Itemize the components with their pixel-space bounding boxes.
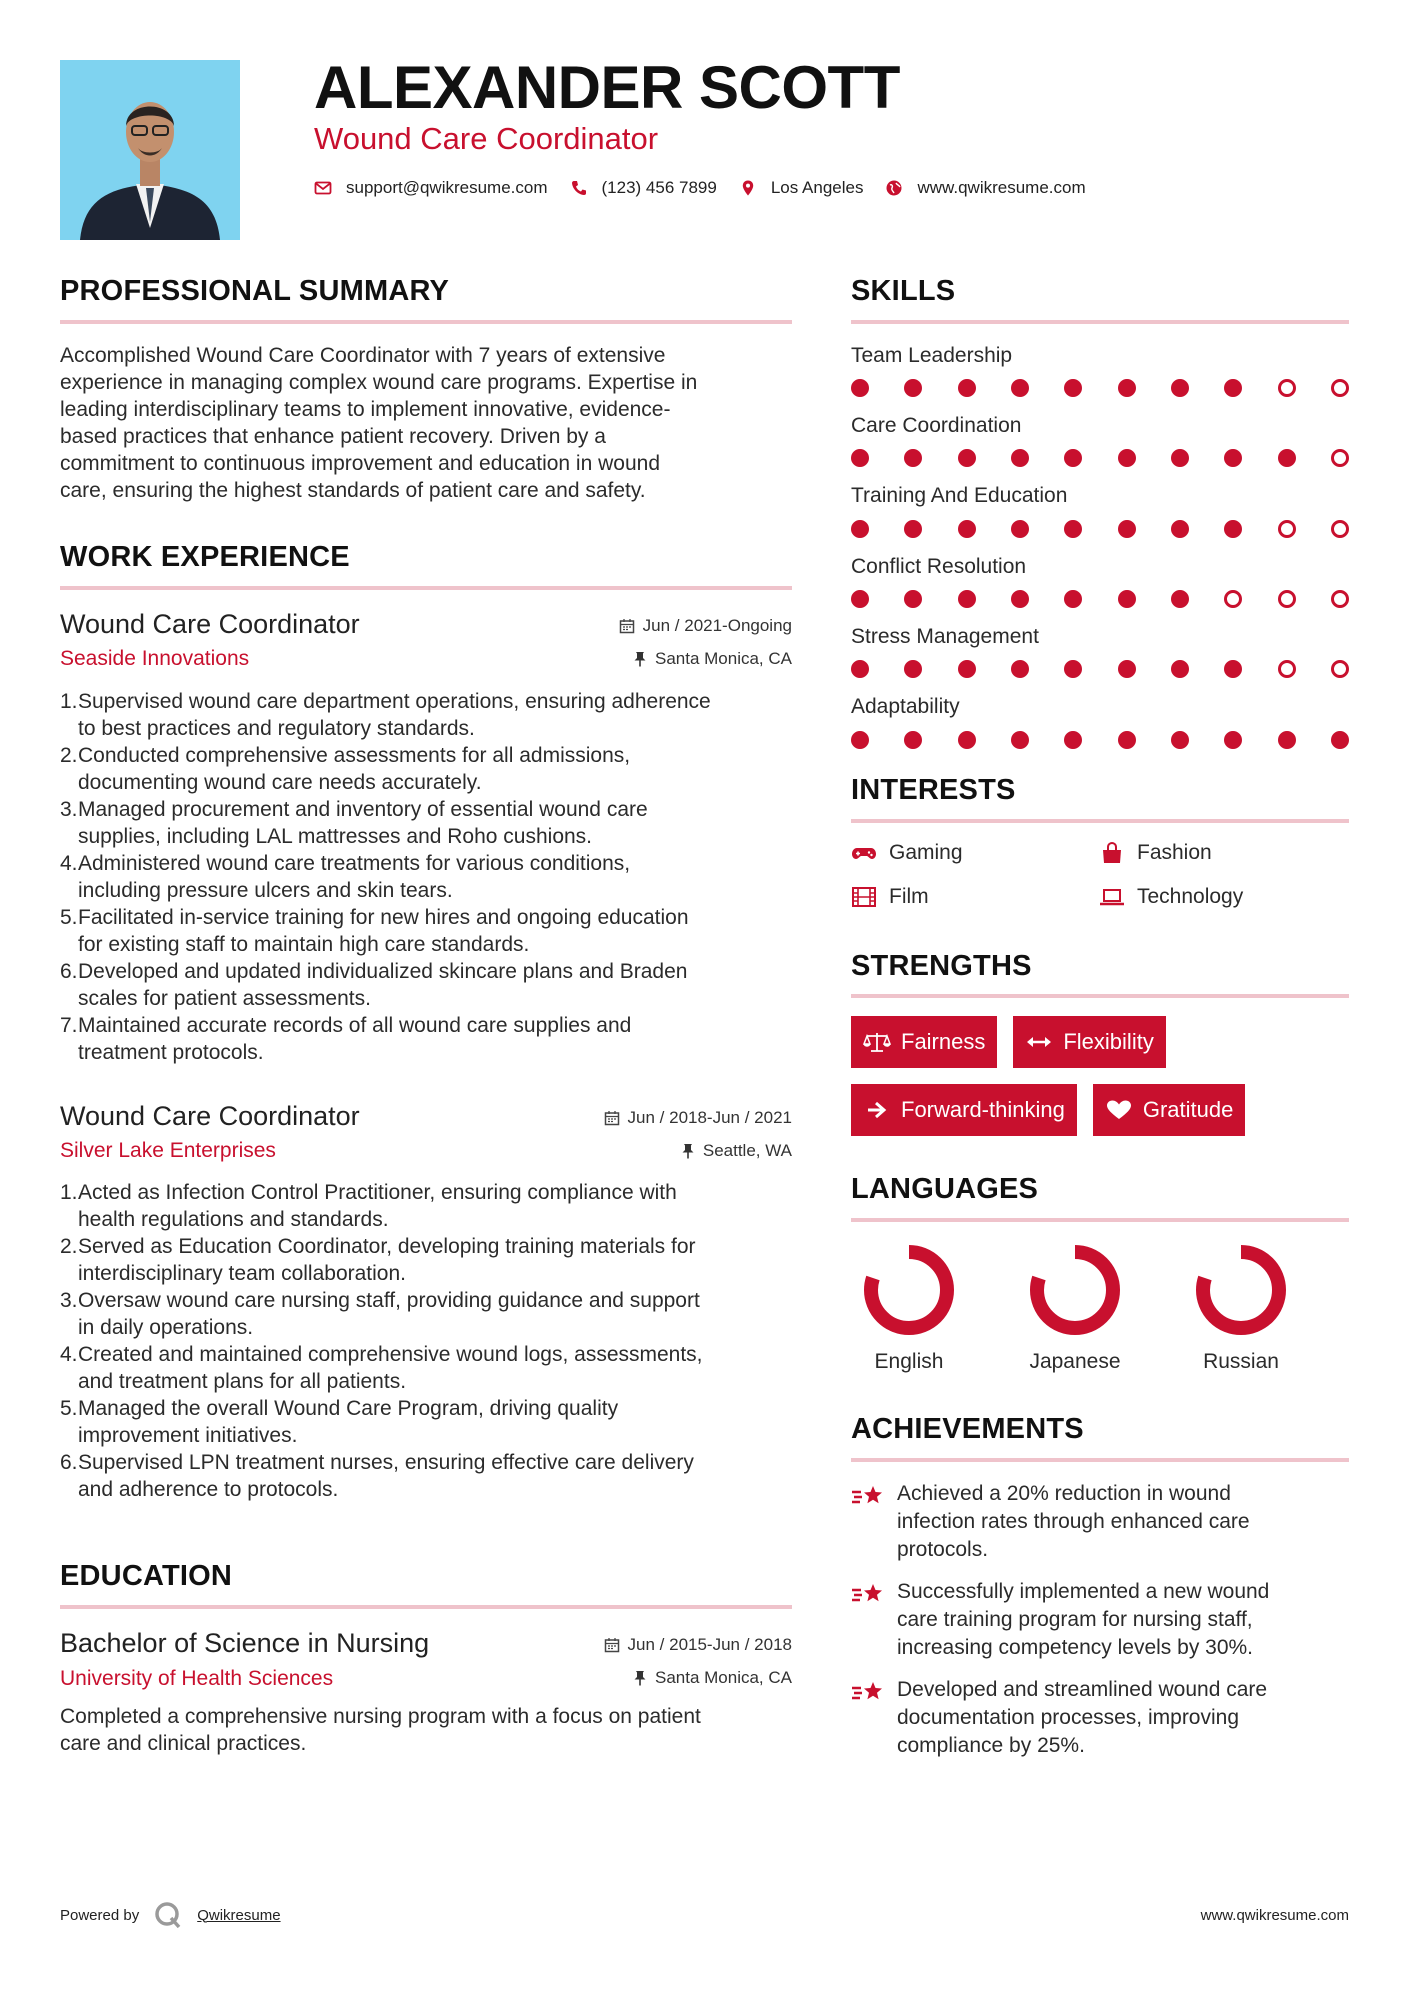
duty-item <box>60 958 792 1012</box>
footer-powered-by <box>60 1900 281 1930</box>
interest-label: Fashion <box>1137 840 1212 864</box>
duty-line: in daily operations. <box>78 1316 254 1340</box>
interest-item <box>1099 841 1349 865</box>
skill-rating <box>851 590 1349 608</box>
job-location-text: Santa Monica, CA <box>654 648 792 668</box>
rating-dot-empty <box>1331 449 1349 467</box>
summary-line: care, ensuring the highest standards of patient care and safety. <box>60 478 646 502</box>
job-location-text: Seattle, WA <box>702 1140 792 1160</box>
duty-line: Supervised LPN treatment nurses, ensuring effective care delivery <box>78 1451 694 1475</box>
duty-item <box>60 1395 792 1449</box>
rating-dot-filled <box>1278 449 1296 467</box>
summary-text <box>60 342 792 504</box>
language-item <box>1183 1240 1349 1374</box>
rating-dot-filled <box>1171 660 1189 678</box>
duty-number: 1. <box>60 689 78 713</box>
phone-icon <box>570 179 588 197</box>
contact-location-text: Los Angeles <box>770 178 864 197</box>
rating-dot-filled <box>1064 449 1082 467</box>
duty-item <box>60 904 792 958</box>
duty-number: 4. <box>60 1343 78 1367</box>
duty-line: for existing staff to maintain high care standards. <box>78 932 530 956</box>
rating-dot-filled <box>958 449 976 467</box>
education-entry <box>60 1627 792 1757</box>
summary-line: experience in managing complex wound care programs. Expertise in <box>60 370 698 394</box>
duty-item <box>60 1449 792 1503</box>
language-item <box>1017 1240 1183 1374</box>
language-item <box>851 1240 1017 1374</box>
summary-section <box>60 276 792 504</box>
duty-line: and treatment plans for all patients. <box>78 1370 407 1394</box>
skills-title: SKILLS <box>851 276 1349 324</box>
contact-phone[interactable] <box>570 178 717 198</box>
rating-dot-filled <box>1171 379 1189 397</box>
rating-dot-filled <box>1064 660 1082 678</box>
interest-item <box>851 841 1099 865</box>
rating-dot-filled <box>1224 731 1242 749</box>
duty-line: Managed the overall Wound Care Program, driving quality <box>78 1397 619 1421</box>
languages-section <box>851 1174 1349 1374</box>
duty-item <box>60 1012 792 1066</box>
contact-email[interactable] <box>314 178 548 198</box>
rating-dot-filled <box>1011 379 1029 397</box>
contact-website-text: www.qwikresume.com <box>917 178 1086 197</box>
rating-dot-empty <box>1331 379 1349 397</box>
rating-dot-filled <box>958 379 976 397</box>
rating-dot-empty <box>1224 590 1242 608</box>
globe-icon <box>885 179 903 197</box>
rating-dot-filled <box>1118 731 1136 749</box>
rating-dot-filled <box>904 731 922 749</box>
achievement-line: compliance by 25%. <box>897 1734 1085 1758</box>
duty-line: to best practices and regulatory standards. <box>78 716 475 740</box>
gamepad-icon <box>851 842 877 864</box>
duty-line: interdisciplinary team collaboration. <box>78 1262 406 1286</box>
achievement-line: documentation processes, improving <box>897 1706 1240 1730</box>
job-date-text: Jun / 2021-Ongoing <box>642 615 792 635</box>
skill-rating <box>851 520 1349 538</box>
rating-dot-filled <box>958 520 976 538</box>
job-date <box>619 616 792 636</box>
skill-name: Team Leadership <box>851 343 1013 367</box>
education-title: EDUCATION <box>60 1561 792 1609</box>
rating-dot-filled <box>1118 520 1136 538</box>
pushpin-icon <box>681 1143 695 1159</box>
brand-link[interactable]: Qwikresume <box>197 1906 281 1924</box>
duty-line: improvement initiatives. <box>78 1424 298 1448</box>
skills-list <box>851 342 1349 749</box>
language-name: English <box>874 1350 944 1374</box>
duty-line: Created and maintained comprehensive wound logs, assessments, <box>78 1343 703 1367</box>
interest-item <box>1099 885 1349 909</box>
profile-photo <box>60 60 240 240</box>
achievement-line: protocols. <box>897 1538 989 1562</box>
skill-item <box>851 553 1349 608</box>
rating-dot-empty <box>1278 590 1296 608</box>
map-pin-icon <box>739 179 757 197</box>
rating-dot-filled <box>1064 731 1082 749</box>
skill-name: Care Coordination <box>851 414 1022 438</box>
balance-scale-icon <box>863 1031 891 1053</box>
left-column <box>60 276 792 1757</box>
duty-line: Managed procurement and inventory of essential wound care <box>78 797 648 821</box>
rating-dot-filled <box>1118 449 1136 467</box>
strengths-list <box>851 1016 1321 1136</box>
duty-line: supplies, including LAL mattresses and Roho cushions. <box>78 824 593 848</box>
rating-dot-empty <box>1278 660 1296 678</box>
rating-dot-filled <box>958 660 976 678</box>
duty-number: 2. <box>60 1235 78 1259</box>
duty-number: 5. <box>60 905 78 929</box>
powered-by-text: Powered by <box>60 1906 140 1924</box>
shooting-star-icon <box>851 1678 885 1706</box>
heart-icon <box>1105 1099 1133 1121</box>
rating-dot-filled <box>1064 520 1082 538</box>
rating-dot-filled <box>1171 449 1189 467</box>
duty-item <box>60 850 792 904</box>
contact-phone-text: (123) 456 7899 <box>601 178 717 197</box>
degree-title: Bachelor of Science in Nursing <box>60 1628 430 1659</box>
school-name: University of Health Sciences <box>60 1666 334 1690</box>
job-location <box>681 1141 792 1161</box>
company-name: Silver Lake Enterprises <box>60 1138 276 1162</box>
rating-dot-filled <box>1064 379 1082 397</box>
rating-dot-filled <box>1224 449 1242 467</box>
company-name: Seaside Innovations <box>60 647 250 671</box>
rating-dot-filled <box>1011 449 1029 467</box>
job-title: Wound Care Coordinator <box>60 608 360 639</box>
duty-item <box>60 1233 792 1287</box>
duty-line: Administered wound care treatments for various conditions, <box>78 851 631 875</box>
strength-tag <box>851 1016 997 1068</box>
achievement-line: increasing competency levels by 30%. <box>897 1636 1254 1660</box>
interest-item <box>851 885 1099 909</box>
duty-line: Oversaw wound care nursing staff, providing guidance and support <box>78 1289 700 1313</box>
strength-label: Gratitude <box>1142 1097 1234 1123</box>
rating-dot-filled <box>1224 379 1242 397</box>
job-title: Wound Care Coordinator <box>60 1100 360 1131</box>
achievements-section <box>851 1414 1349 1760</box>
achievement-item <box>851 1676 1349 1760</box>
laptop-icon <box>1099 886 1125 908</box>
strength-tag <box>1093 1084 1246 1136</box>
rating-dot-empty <box>1278 379 1296 397</box>
shopping-bag-icon <box>1099 842 1125 864</box>
job-entry <box>60 608 792 1066</box>
rating-dot-filled <box>1118 660 1136 678</box>
duty-number: 7. <box>60 1013 78 1037</box>
skill-item <box>851 482 1349 537</box>
rating-dot-filled <box>851 731 869 749</box>
education-line: Completed a comprehensive nursing program with a focus on patient <box>60 1705 701 1729</box>
duty-line: treatment protocols. <box>78 1040 264 1064</box>
rating-dot-filled <box>1118 590 1136 608</box>
skill-rating <box>851 660 1349 678</box>
skill-rating <box>851 379 1349 397</box>
arrows-horizontal-icon <box>1025 1031 1053 1053</box>
skill-rating <box>851 731 1349 749</box>
rating-dot-filled <box>958 731 976 749</box>
achievement-line: Developed and streamlined wound care <box>897 1678 1268 1702</box>
interest-label: Technology <box>1137 884 1244 908</box>
rating-dot-empty <box>1278 520 1296 538</box>
contact-email-text: support@qwikresume.com <box>346 178 548 197</box>
work-section <box>60 542 792 1503</box>
duty-number: 4. <box>60 851 78 875</box>
rating-dot-empty <box>1331 590 1349 608</box>
person-portrait-icon <box>60 60 240 240</box>
duty-line: including pressure ulcers and skin tears. <box>78 878 453 902</box>
skills-section <box>851 276 1349 749</box>
rating-dot-filled <box>1171 731 1189 749</box>
achievement-line: Successfully implemented a new wound <box>897 1580 1270 1604</box>
summary-title: PROFESSIONAL SUMMARY <box>60 276 792 324</box>
duty-line: Facilitated in-service training for new hires and ongoing education <box>78 905 689 929</box>
duty-number: 5. <box>60 1397 78 1421</box>
strengths-title: STRENGTHS <box>851 951 1349 999</box>
qwikresume-logo-icon <box>153 1900 183 1930</box>
skill-name: Stress Management <box>851 625 1039 649</box>
contact-website[interactable] <box>885 178 1085 198</box>
rating-dot-filled <box>1011 660 1029 678</box>
rating-dot-filled <box>904 379 922 397</box>
calendar-icon <box>619 618 635 634</box>
duty-line: Developed and updated individualized skincare plans and Braden <box>78 959 688 983</box>
job-entry <box>60 1100 792 1504</box>
skill-name: Adaptability <box>851 695 960 719</box>
rating-dot-filled <box>1171 520 1189 538</box>
rating-dot-filled <box>1171 590 1189 608</box>
education-section <box>60 1561 792 1757</box>
rating-dot-filled <box>1224 660 1242 678</box>
duty-line: health regulations and standards. <box>78 1208 389 1232</box>
strength-label: Forward-thinking <box>901 1097 1065 1123</box>
strength-tag <box>851 1084 1077 1136</box>
duty-line: Acted as Infection Control Practitioner, ensuring compliance with <box>78 1181 677 1205</box>
rating-dot-filled <box>904 660 922 678</box>
duty-line: Maintained accurate records of all wound care supplies and <box>78 1013 632 1037</box>
achievements-list <box>851 1480 1349 1760</box>
duty-item <box>60 1179 792 1233</box>
rating-dot-filled <box>851 379 869 397</box>
skill-item <box>851 693 1349 748</box>
rating-dot-filled <box>851 660 869 678</box>
skill-item <box>851 342 1349 397</box>
summary-line: commitment to continuous improvement and education in wound <box>60 451 660 475</box>
rating-dot-empty <box>1331 520 1349 538</box>
duty-line: Conducted comprehensive assessments for all admissions, <box>78 743 631 767</box>
duty-item <box>60 688 792 742</box>
right-column <box>851 276 1349 1774</box>
duty-item <box>60 796 792 850</box>
rating-dot-filled <box>1224 520 1242 538</box>
duty-item <box>60 742 792 796</box>
summary-line: based practices that enhance patient recovery. Driven by a <box>60 424 606 448</box>
duty-number: 6. <box>60 1451 78 1475</box>
duty-line: scales for patient assessments. <box>78 986 371 1010</box>
summary-line: Accomplished Wound Care Coordinator with 7 years of extensive <box>60 343 666 367</box>
rating-dot-filled <box>1118 379 1136 397</box>
interests-section <box>851 775 1349 909</box>
rating-dot-filled <box>904 520 922 538</box>
shooting-star-icon <box>851 1482 885 1510</box>
rating-dot-empty <box>1331 660 1349 678</box>
rating-dot-filled <box>904 590 922 608</box>
achievement-line: care training program for nursing staff, <box>897 1608 1253 1632</box>
duty-line: documenting wound care needs accurately. <box>78 770 482 794</box>
duty-list <box>60 1179 792 1503</box>
language-name: Japanese <box>1029 1350 1121 1374</box>
achievements-title: ACHIEVEMENTS <box>851 1414 1349 1462</box>
duty-line: Supervised wound care department operations, ensuring adherence <box>78 689 711 713</box>
duty-line: and adherence to protocols. <box>78 1478 339 1502</box>
rating-dot-filled <box>958 590 976 608</box>
interest-label: Gaming <box>889 840 963 864</box>
education-description <box>60 1703 792 1757</box>
achievement-item <box>851 1480 1349 1564</box>
skill-name: Training And Education <box>851 484 1068 508</box>
candidate-name: ALEXANDER SCOTT <box>314 54 900 121</box>
education-date-text: Jun / 2015-Jun / 2018 <box>627 1635 792 1655</box>
achievement-line: Achieved a 20% reduction in wound <box>897 1482 1231 1506</box>
language-level-ring <box>859 1240 959 1340</box>
duty-item <box>60 1287 792 1341</box>
duty-line: Served as Education Coordinator, developing training materials for <box>78 1235 696 1259</box>
pushpin-icon <box>633 651 647 667</box>
languages-list <box>851 1240 1349 1374</box>
rating-dot-filled <box>1278 731 1296 749</box>
contact-location <box>739 178 864 198</box>
pushpin-icon <box>633 1670 647 1686</box>
interests-list <box>851 841 1349 909</box>
duty-number: 3. <box>60 1289 78 1313</box>
rating-dot-filled <box>1011 520 1029 538</box>
rating-dot-filled <box>1064 590 1082 608</box>
achievement-line: infection rates through enhanced care <box>897 1510 1250 1534</box>
rating-dot-filled <box>1011 731 1029 749</box>
language-level-ring <box>1191 1240 1291 1340</box>
envelope-icon <box>314 179 332 197</box>
duty-number: 6. <box>60 959 78 983</box>
calendar-icon <box>604 1110 620 1126</box>
duty-number: 2. <box>60 743 78 767</box>
skill-item <box>851 623 1349 678</box>
job-date <box>604 1108 792 1128</box>
footer-url[interactable]: www.qwikresume.com <box>1200 1907 1349 1924</box>
rating-dot-filled <box>851 520 869 538</box>
work-title: WORK EXPERIENCE <box>60 542 792 590</box>
skill-name: Conflict Resolution <box>851 554 1027 578</box>
job-location <box>633 649 792 669</box>
strength-label: Fairness <box>901 1029 986 1055</box>
interest-label: Film <box>889 884 929 908</box>
rating-dot-filled <box>1331 731 1349 749</box>
language-name: Russian <box>1203 1350 1279 1374</box>
education-location-text: Santa Monica, CA <box>654 1668 792 1688</box>
summary-line: leading interdisciplinary teams to implement innovative, evidence- <box>60 397 671 421</box>
skill-rating <box>851 449 1349 467</box>
contact-bar <box>314 178 1108 198</box>
duty-number: 1. <box>60 1181 78 1205</box>
rating-dot-filled <box>851 590 869 608</box>
rating-dot-filled <box>904 449 922 467</box>
education-line: care and clinical practices. <box>60 1732 307 1756</box>
strength-label: Flexibility <box>1063 1029 1154 1055</box>
job-date-text: Jun / 2018-Jun / 2021 <box>627 1107 792 1127</box>
rating-dot-filled <box>851 449 869 467</box>
skill-item <box>851 412 1349 467</box>
language-level-ring <box>1025 1240 1125 1340</box>
languages-title: LANGUAGES <box>851 1174 1349 1222</box>
candidate-role: Wound Care Coordinator <box>314 121 659 156</box>
calendar-icon <box>604 1637 620 1653</box>
duty-item <box>60 1341 792 1395</box>
education-date <box>604 1635 792 1655</box>
duty-number: 3. <box>60 797 78 821</box>
duty-list <box>60 688 792 1066</box>
interests-title: INTERESTS <box>851 775 1349 823</box>
strength-tag <box>1013 1016 1165 1068</box>
film-icon <box>851 886 877 908</box>
strengths-section <box>851 951 1349 1137</box>
achievement-item <box>851 1578 1349 1662</box>
education-location <box>633 1668 792 1688</box>
shooting-star-icon <box>851 1580 885 1608</box>
rating-dot-filled <box>1011 590 1029 608</box>
arrow-right-icon <box>863 1099 891 1121</box>
